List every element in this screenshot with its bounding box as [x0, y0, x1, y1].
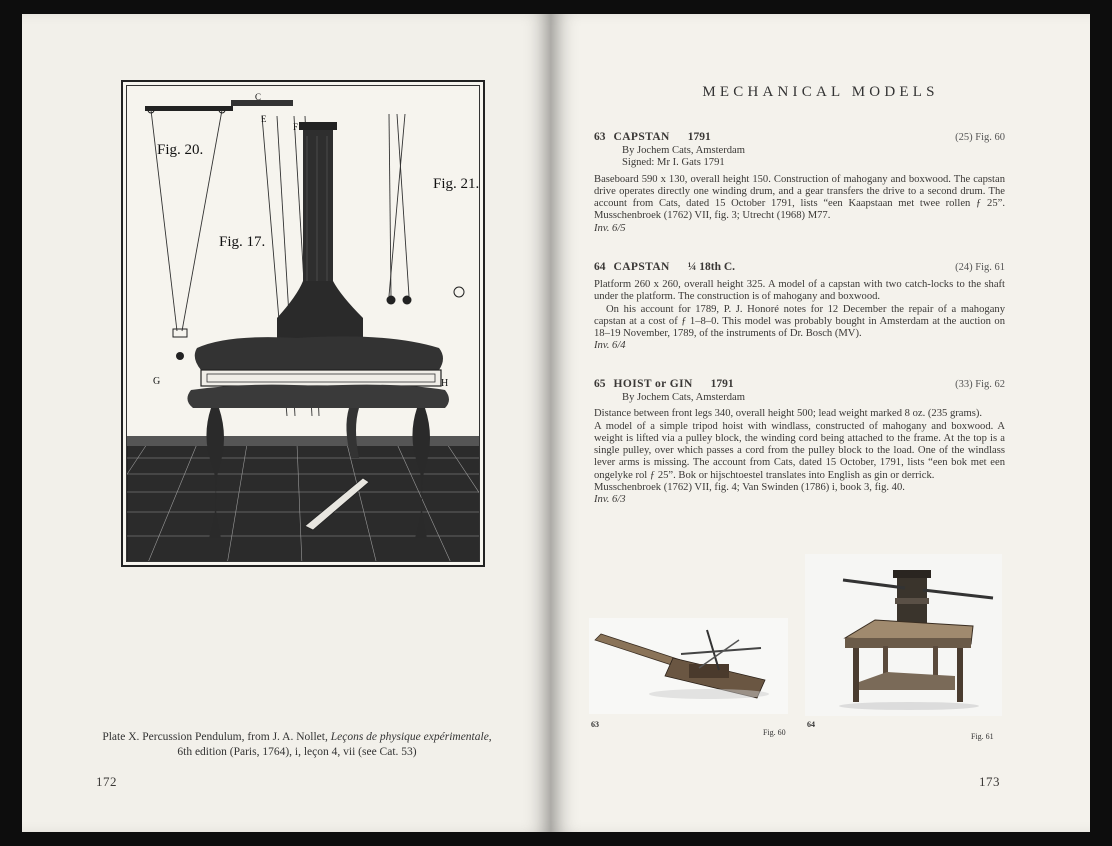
- entry-signature: Signed: Mr I. Gats 1791: [622, 157, 725, 169]
- photo-figure-60: Fig. 60: [763, 728, 786, 737]
- engraving-plate: [121, 80, 485, 567]
- photo-capstan-63: [589, 618, 788, 714]
- entry-inventory: Inv. 6/3: [594, 494, 626, 506]
- plate-label-fig21: Fig. 21.: [433, 176, 480, 192]
- entry-description: Platform 260 x 260, overall height 325. A model of a capstan with two catch-locks to the shaft under the platform. The construction is of mahogany and boxwood.: [594, 279, 1005, 303]
- tiled-floor: [127, 444, 480, 562]
- entry-details: A model of a simple tripod hoist with windlass, constructed of mahogany and boxwood. A weight is lifted via a pulley block, the winding cord being attached to the frame. At the top is a single pulley, over which passes a cord from the pulley block to the load. One of the windlass lever arms is missing. The account from Cats, dated 15 October, 1791, lists “een bok met een ongelyke rol ƒ 25”. Bok or hijschtoestel translates into English as gin or derrick.: [594, 420, 1005, 481]
- plate-label-f: F: [293, 122, 299, 132]
- entry-provenance: On his account for 1789, P. J. Honoré notes for 12 December the repair of a mahogany capstan at a cost of ƒ 1–8–0. This model was probably bought in Amsterdam at the auction on 18–19 November, 1789, of the instruments of Dr. Bosch (MV).: [594, 303, 1005, 340]
- plate-caption: [82, 730, 512, 760]
- plate-label-fig20: Fig. 20.: [157, 142, 204, 158]
- entry-inventory: Inv. 6/5: [594, 222, 626, 234]
- running-head: MECHANICAL MODELS: [702, 84, 939, 100]
- entry-title: CAPSTAN: [613, 131, 670, 143]
- entry-inventory: Inv. 6/4: [594, 340, 626, 352]
- left-page: [22, 14, 551, 832]
- caption-text: Plate X. Percussion Pendulum, from J. A. Nollet,: [102, 731, 331, 743]
- plate-label-c: C: [255, 92, 262, 102]
- entry-maker: By Jochem Cats, Amsterdam: [622, 145, 745, 156]
- entry-number: 63: [594, 131, 606, 143]
- entry-date: 1791: [687, 131, 711, 143]
- photo-capstan-64: [805, 554, 1002, 716]
- entry-references: Musschenbroek (1762) VII, fig. 4; Van Swinden (1786) i, book 3, fig. 40.: [594, 482, 905, 494]
- entry-description: Distance between front legs 340, overall height 500; lead weight marked 8 oz. (235 grams).: [594, 408, 983, 420]
- plate-label-fig17: Fig. 17.: [219, 234, 266, 250]
- caption-book-title: Leçons de physique expérimentale: [330, 731, 489, 743]
- entry-description: Baseboard 590 x 130, overall height 150. Construction of mahogany and boxwood. The capstan drive operates directly one winding drum, and a gear transfers the drive to a second drum. The account from Cats, dated 15 October 1791, lists “een Kaapstaan met twee rollen ƒ 25”. Musschenbroek (1762) VII, fig. 3; Utrecht (1968) M77.: [594, 173, 1005, 222]
- entry-title: HOIST or GIN: [613, 378, 693, 390]
- caption-punct: ,: [488, 731, 492, 743]
- plate-label-h: H: [441, 378, 449, 389]
- photo-number-64: 64: [807, 720, 815, 729]
- entry-date: ¼ 18th C.: [687, 261, 736, 273]
- entry-maker: By Jochem Cats, Amsterdam: [622, 392, 745, 403]
- pendulum-engraving: [127, 86, 480, 562]
- plate-label-e: E: [261, 114, 267, 124]
- plate-label-g: G: [153, 376, 161, 387]
- right-page: [551, 14, 1090, 832]
- catalog-entry-65: [594, 378, 1005, 507]
- entry-number: 65: [594, 378, 606, 390]
- entry-number: 64: [594, 261, 606, 273]
- photo-number-63: 63: [591, 720, 599, 729]
- catalog-entry-63: [594, 131, 1005, 235]
- photo-figure-61: Fig. 61: [971, 732, 994, 741]
- caption-line-2: 6th edition (Paris, 1764), i, leçon 4, vii (see Cat. 53): [177, 746, 417, 758]
- entry-figure-ref: (24) Fig. 61: [955, 262, 1005, 273]
- catalog-entry-64: [594, 261, 1005, 353]
- entry-title: CAPSTAN: [613, 261, 670, 273]
- entry-figure-ref: (33) Fig. 62: [955, 379, 1005, 390]
- page-number-left: 172: [96, 774, 117, 789]
- entry-date: 1791: [710, 378, 734, 390]
- entry-figure-ref: (25) Fig. 60: [955, 132, 1005, 143]
- page-number-right: 173: [979, 774, 1000, 789]
